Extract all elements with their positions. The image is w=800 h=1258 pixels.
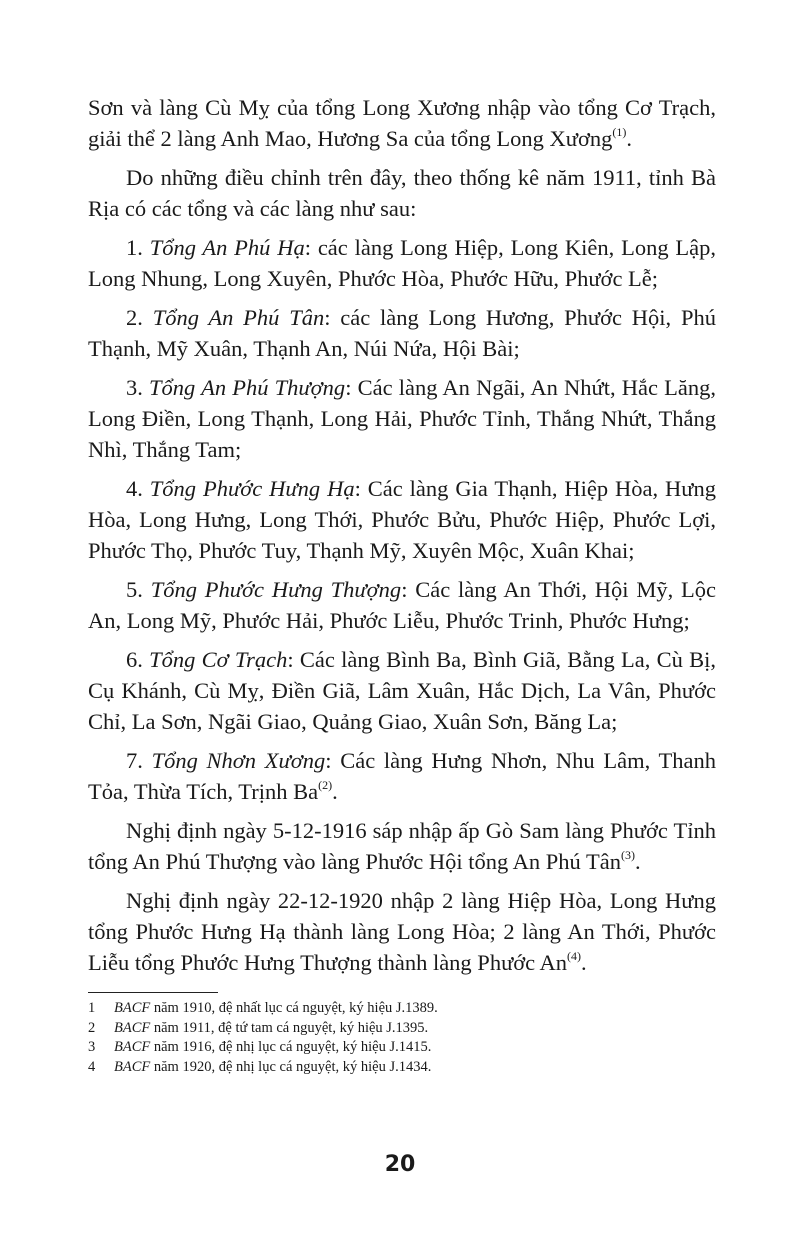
footnote-body <box>114 1058 431 1078</box>
canton-number: 1. <box>126 235 150 260</box>
canton-name: Tổng An Phú Hạ <box>149 235 305 260</box>
footnote-body <box>114 1038 431 1058</box>
canton-number: 4. <box>126 476 150 501</box>
canton-name: Tổng Cơ Trạch <box>149 647 288 672</box>
paragraph-tail: . <box>626 126 632 151</box>
decree-text: Nghị định ngày 5-12-1916 sáp nhập ấp Gò Sam làng Phước Tỉnh tổng An Phú Thượng vào làng Phước Hội tổng An Phú Tân <box>88 818 716 874</box>
footnote-ref: (2) <box>318 777 333 792</box>
footnote-number: 1 <box>88 1000 96 1016</box>
page-number: 20 <box>384 1152 416 1177</box>
footnote-text: năm 1916, đệ nhị lục cá nguyệt, ký hiệu J.1415. <box>150 1039 432 1055</box>
footnote-source: BACF <box>114 1039 151 1055</box>
footnote <box>88 1038 716 1058</box>
page-body <box>88 92 716 1077</box>
footnote-body <box>114 999 438 1019</box>
footnote-ref: (3) <box>621 847 635 862</box>
canton-villages: : Các làng Gia Thạnh, Hiệp Hòa, Hưng Hòa, Long Hưng, Long Thới, Phước Bửu, Phước Hiệp, Phước Lợi, Phước Thọ, Phước Tuy, Thạnh Mỹ, Xuyên Mộc, Xuân Khai; <box>88 476 716 563</box>
canton-villages: : Các làng Hưng Nhơn, Nhu Lâm, Thanh Tỏa, Thừa Tích, Trịnh Ba <box>88 748 717 804</box>
canton-number: 3. <box>126 375 150 400</box>
canton-item <box>88 745 716 807</box>
footnotes <box>88 999 716 1077</box>
footnote-ref: (1) <box>612 124 627 139</box>
canton-villages: : Các làng An Ngãi, An Nhứt, Hắc Lăng, Long Điền, Long Thạnh, Long Hải, Phước Tỉnh, Thắng Nhứt, Thắng Nhì, Thắng Tam; <box>88 375 717 462</box>
footnote-ref: (4) <box>567 948 582 963</box>
footnote-divider <box>88 992 218 993</box>
footnote <box>88 999 716 1019</box>
canton-name: Tổng An Phú Thượng <box>149 375 346 400</box>
decree-text: Nghị định ngày 22-12-1920 nhập 2 làng Hiệp Hòa, Long Hưng tổng Phước Hưng Hạ thành làng Long Hòa; 2 làng An Thới, Phước Liễu tổng Phước Hưng Thượng thành làng Phước An <box>88 888 716 975</box>
canton-item <box>88 302 716 364</box>
canton-item <box>88 574 716 636</box>
canton-villages: : các làng Long Hiệp, Long Kiên, Long Lập, Long Nhung, Long Xuyên, Phước Hòa, Phước Hữu, Phước Lễ; <box>88 235 717 291</box>
footnote-body <box>114 1019 428 1039</box>
decree-tail: . <box>635 849 641 874</box>
decree-tail: . <box>581 950 587 975</box>
footnote-number: 4 <box>88 1058 96 1075</box>
canton-number: 2. <box>126 305 153 330</box>
canton-item <box>88 473 716 566</box>
decree-paragraph <box>88 885 716 978</box>
canton-item <box>88 644 716 737</box>
footnote-source: BACF <box>114 1019 151 1036</box>
canton-tail: . <box>332 779 338 804</box>
canton-name: Tổng Nhơn Xương <box>151 748 326 773</box>
paragraph-text: Sơn và làng Cù Mỵ của tổng Long Xương nhập vào tổng Cơ Trạch, giải thể 2 làng Anh Mao, Hương Sa của tổng Long Xương <box>88 95 716 151</box>
canton-name: Tổng Phước Hưng Hạ <box>149 476 355 501</box>
footnote-text: năm 1920, đệ nhị lục cá nguyệt, ký hiệu J.1434. <box>150 1058 432 1075</box>
footnote-text: năm 1910, đệ nhất lục cá nguyệt, ký hiệu J.1389. <box>150 1000 438 1016</box>
decree-paragraph <box>88 815 716 877</box>
canton-number: 5. <box>126 577 151 602</box>
canton-villages: : các làng Long Hương, Phước Hội, Phú Thạnh, Mỹ Xuân, Thạnh An, Núi Nứa, Hội Bài; <box>88 305 716 361</box>
footnote-source: BACF <box>114 1058 151 1075</box>
canton-item <box>88 232 716 294</box>
canton-villages: : Các làng Bình Ba, Bình Giã, Bằng La, Cù Bị, Cụ Khánh, Cù Mỵ, Điền Giã, Lâm Xuân, Hắc Dịch, La Vân, Phước Chỉ, La Sơn, Ngãi Giao, Quảng Giao, Xuân Sơn, Băng La; <box>88 647 717 734</box>
footnote-text: năm 1911, đệ tứ tam cá nguyệt, ký hiệu J.1395. <box>150 1019 429 1036</box>
paragraph-text: Do những điều chỉnh trên đây, theo thống kê năm 1911, tỉnh Bà Rịa có các tổng và các làng như sau: <box>88 165 716 221</box>
canton-item <box>88 372 716 465</box>
footnote-number: 2 <box>88 1019 96 1036</box>
footnote-source: BACF <box>114 1000 151 1016</box>
paragraph-continued <box>88 92 716 154</box>
canton-number: 6. <box>126 647 150 672</box>
footnote <box>88 1058 716 1078</box>
footnote <box>88 1019 716 1039</box>
paragraph-intro <box>88 162 716 224</box>
canton-number: 7. <box>126 748 152 773</box>
canton-name: Tổng An Phú Tân <box>152 305 325 330</box>
footnote-number: 3 <box>88 1039 96 1055</box>
canton-name: Tổng Phước Hưng Thượng <box>150 577 402 602</box>
canton-villages: : Các làng An Thới, Hội Mỹ, Lộc An, Long Mỹ, Phước Hải, Phước Liễu, Phước Trinh, Phước Hưng; <box>88 577 717 633</box>
